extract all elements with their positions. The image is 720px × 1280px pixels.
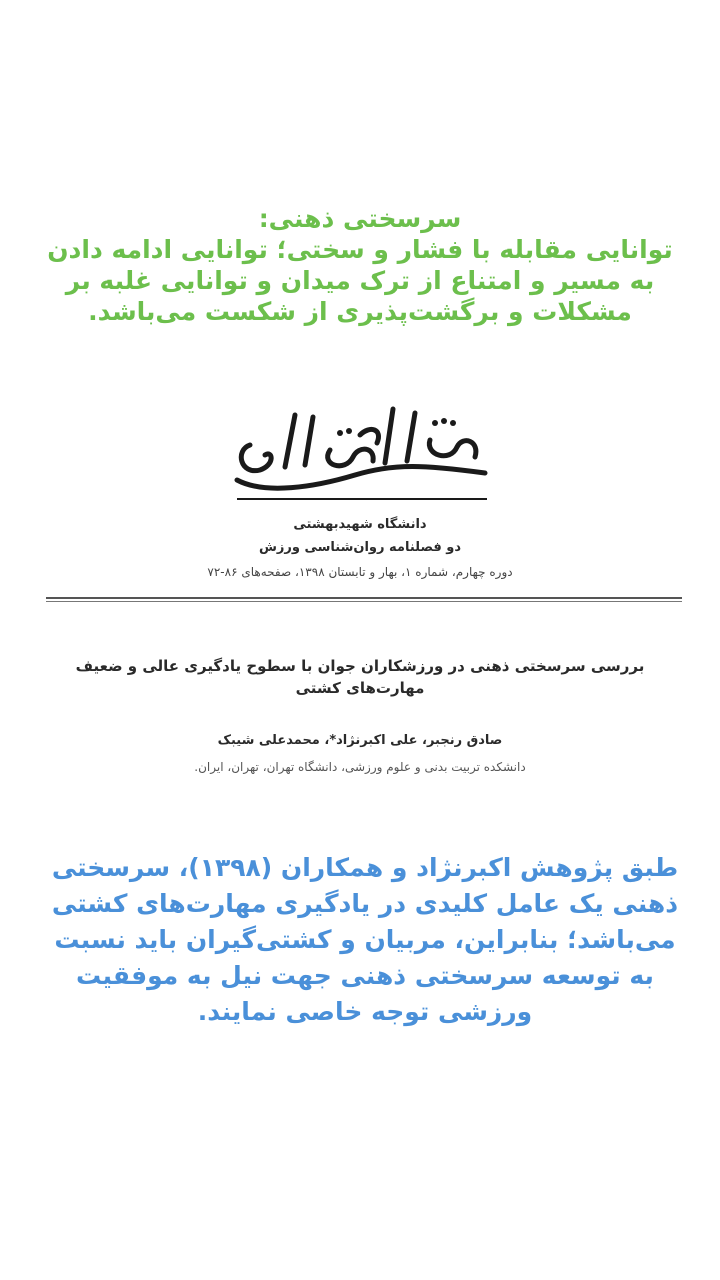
journal-header — [160, 514, 560, 584]
definition-text: توانایی مقابله با فشار و سختی؛ توانایی ادامه دادن به مسیر و امتناع از ترک میدان و توانایی غلبه بر مشکلات و برگشت‌پذیری از شکست می‌باشد. — [47, 235, 673, 326]
article-affiliation: دانشکده تربیت بدنی و علوم ورزشی، دانشگاه تهران، تهران، ایران. — [194, 760, 526, 774]
header-divider-thin — [46, 601, 682, 602]
university-name: دانشگاه شهیدبهشتی — [293, 517, 427, 532]
issue-info: دوره چهارم، شماره ۱، بهار و تابستان ۱۳۹۸، صفحه‌های ۸۶-۷۲ — [207, 565, 513, 579]
conclusion-caption: طبق پژوهش اکبرنژاد و همکاران (۱۳۹۸)، سرسختی ذهنی یک عامل کلیدی در یادگیری مهارت‌های کشتی می‌باشد؛ بنابراین، مربیان و کشتی‌گیران باید نسبت به توسعه سرسختی ذهنی جهت نیل به موفقیت ورزشی توجه خاصی نمایند. — [51, 853, 679, 1026]
definition-title: سرسختی ذهنی: — [258, 204, 462, 233]
journal-name: دو فصلنامه روان‌شناسی ورزش — [258, 540, 462, 555]
header-divider — [46, 597, 682, 599]
definition-caption — [40, 203, 680, 327]
article-title: بررسی سرسختی ذهنی در ورزشکاران جوان با سطوح یادگیری عالی و ضعیف مهارت‌های کشتی — [75, 657, 645, 697]
article-authors: صادق رنجبر، علی اکبرنژاد*، محمدعلی شیبک — [217, 733, 503, 748]
journal-logo — [225, 395, 495, 505]
